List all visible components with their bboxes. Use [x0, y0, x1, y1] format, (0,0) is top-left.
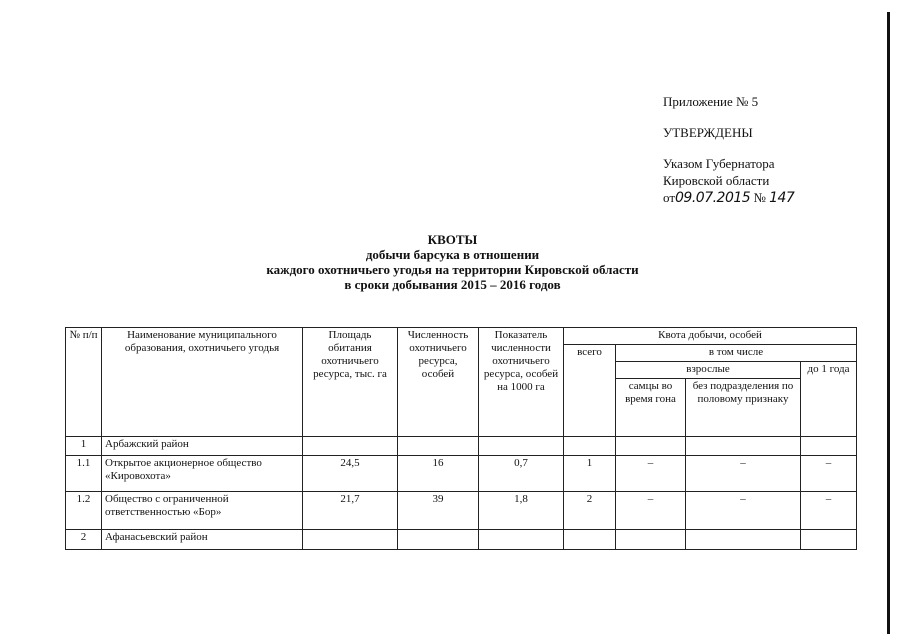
- header-quota: Квота добычи, особей: [564, 328, 857, 345]
- table-row: [66, 456, 857, 492]
- row-total: 2: [564, 492, 616, 530]
- table-row: [66, 437, 857, 456]
- row-density: 0,7: [479, 456, 564, 492]
- row-total: [564, 530, 616, 550]
- header-population: Численность охотничьего ресурса, особей: [398, 328, 479, 437]
- quota-table: [65, 327, 857, 550]
- title-line-3: каждого охотничьего угодья на территории Кировской области: [266, 262, 639, 277]
- title-line-2: добычи барсука в отношении: [365, 247, 540, 262]
- handwritten-number: 147: [769, 190, 795, 206]
- appendix-label: Приложение № 5: [663, 94, 759, 109]
- header-row-1: [66, 328, 857, 345]
- row-name: Открытое акционерное общество «Кировохота»: [102, 456, 303, 492]
- row-area: [303, 437, 398, 456]
- decree-date-line: [663, 189, 794, 207]
- row-area: 21,7: [303, 492, 398, 530]
- row-males: –: [616, 492, 686, 530]
- row-young: –: [801, 492, 857, 530]
- handwritten-date: 09.07.2015: [675, 190, 751, 206]
- approved-label: УТВЕРЖДЕНЫ: [663, 125, 753, 140]
- header-males-rut: самцы во время гона: [616, 379, 686, 437]
- header-area: Площадь обитания охотничьего ресурса, тыс. га: [303, 328, 398, 437]
- row-population: [398, 437, 479, 456]
- row-num: 1: [66, 437, 102, 456]
- header-num: № п/п: [66, 328, 102, 437]
- row-nosex: –: [686, 456, 801, 492]
- row-young: [801, 437, 857, 456]
- row-name: Афанасьевский район: [102, 530, 303, 550]
- header-total: всего: [564, 345, 616, 437]
- row-density: 1,8: [479, 492, 564, 530]
- approval-block: [663, 93, 794, 207]
- row-males: [616, 530, 686, 550]
- header-adults: взрослые: [616, 362, 801, 379]
- number-prefix: №: [753, 190, 766, 205]
- document-title: [0, 232, 905, 292]
- row-nosex: [686, 437, 801, 456]
- row-num: 1.1: [66, 456, 102, 492]
- table-row: [66, 492, 857, 530]
- title-line-1: КВОТЫ: [427, 232, 478, 247]
- title-line-4: в сроки добывания 2015 – 2016 годов: [344, 277, 561, 292]
- row-young: –: [801, 456, 857, 492]
- header-no-sex: без подразделения по половому признаку: [686, 379, 801, 437]
- row-population: 39: [398, 492, 479, 530]
- row-num: 2: [66, 530, 102, 550]
- decree-line-1: Указом Губернатора: [663, 156, 775, 171]
- date-prefix: от: [663, 190, 676, 205]
- row-males: –: [616, 456, 686, 492]
- row-population: [398, 530, 479, 550]
- decree-line-2: Кировской области: [663, 173, 770, 188]
- row-total: 1: [564, 456, 616, 492]
- header-young: до 1 года: [801, 362, 857, 437]
- row-nosex: –: [686, 492, 801, 530]
- row-total: [564, 437, 616, 456]
- header-including: в том числе: [616, 345, 857, 362]
- row-name: Общество с ограниченной ответственностью «Бор»: [102, 492, 303, 530]
- row-males: [616, 437, 686, 456]
- row-density: [479, 530, 564, 550]
- row-young: [801, 530, 857, 550]
- row-name: Арбажский район: [102, 437, 303, 456]
- row-area: 24,5: [303, 456, 398, 492]
- row-num: 1.2: [66, 492, 102, 530]
- page-edge-line: [887, 12, 890, 634]
- header-name: Наименование муниципального образования, охотничьего угодья: [102, 328, 303, 437]
- table-row: [66, 530, 857, 550]
- row-density: [479, 437, 564, 456]
- row-nosex: [686, 530, 801, 550]
- row-population: 16: [398, 456, 479, 492]
- row-area: [303, 530, 398, 550]
- header-density: Показатель численности охотничьего ресурса, особей на 1000 га: [479, 328, 564, 437]
